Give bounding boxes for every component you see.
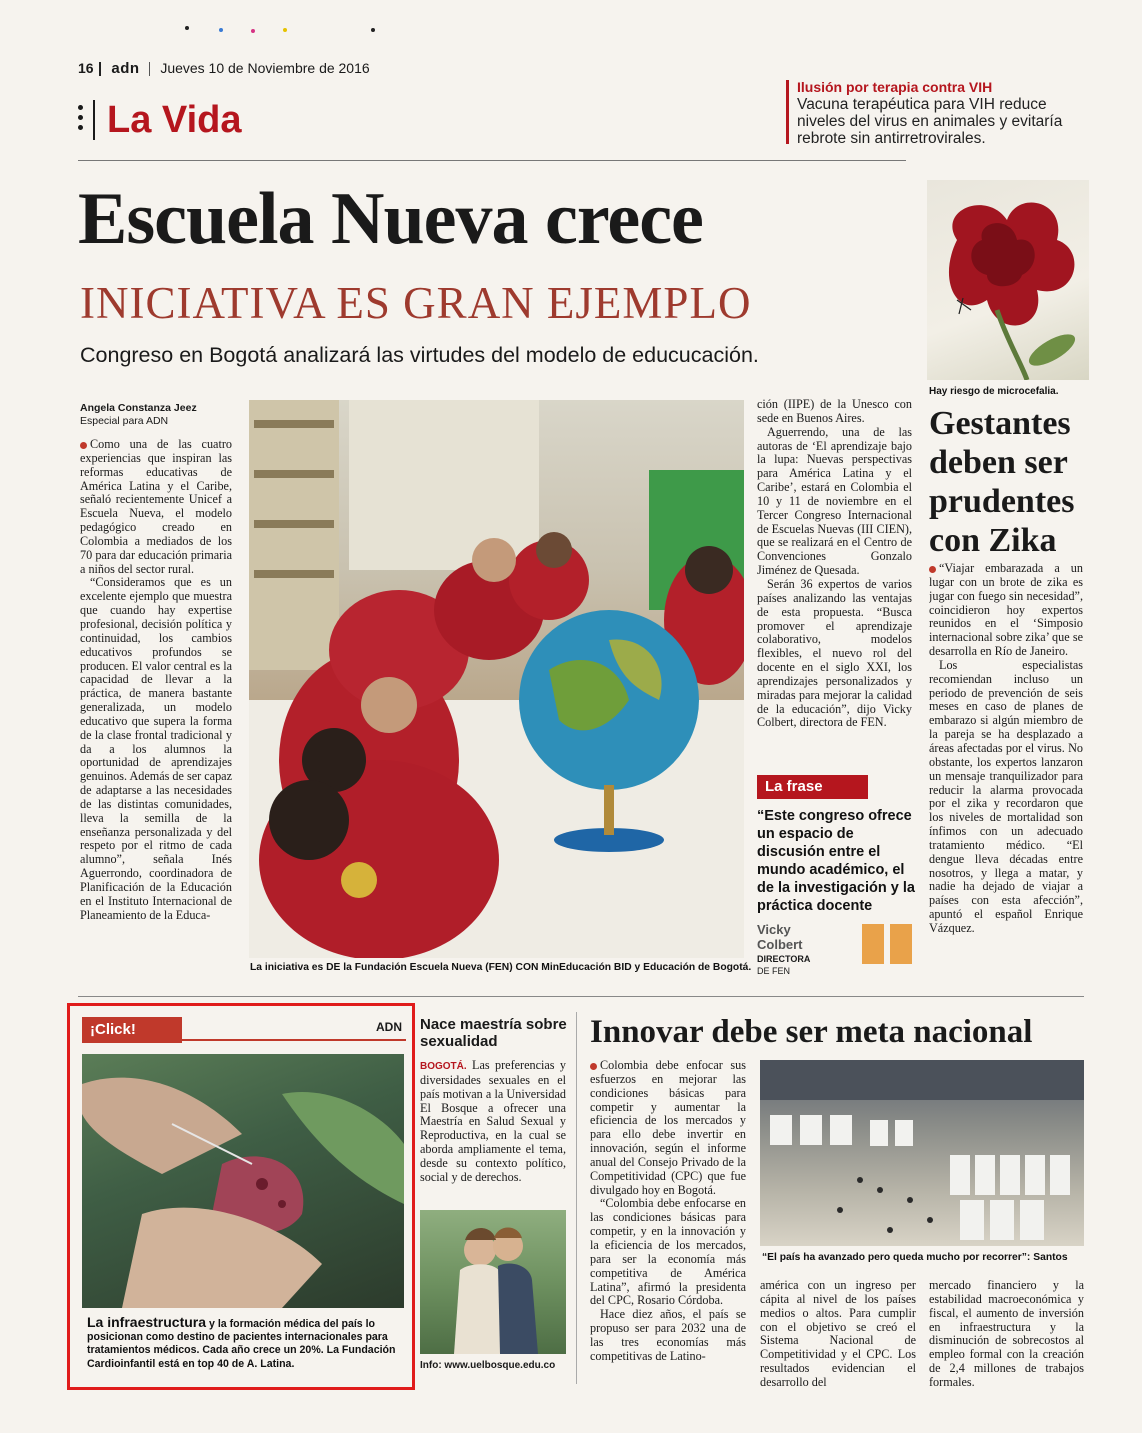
innovar-col3: mercado financiero y la estabilidad macroeconómica y fiscal, el aumento de inversión en infraestructura y la disminución de sobrecostos al empleo formal con la creación de 2,4 millones de trabajos formales. [929, 1279, 1084, 1389]
click-photo-surgery [82, 1054, 404, 1308]
main-photo-classroom [249, 400, 744, 958]
registration-marks [185, 26, 385, 36]
innovar-col2: américa con un ingreso per cápita al nivel de los países medios o altos. Para cumplir con el objetivo se creó el Sistema Nacional de Competitividad y el CPC. Los resultados evidencian el desarrollo del [760, 1279, 916, 1389]
section-marker [78, 103, 84, 139]
click-caption: La infraestructura y la formación médica del país lo posicionan como destino de pacientes internacionales para tratamientos médicos. Cada año crece un 20%. La Fundación Cardioinfantil está en top 40 de A. Latina. [87, 1314, 396, 1370]
zika-photo [927, 180, 1089, 380]
maestria-photo-couple [420, 1210, 566, 1354]
main-photo-caption: La iniciativa es DE la Fundación Escuela Nueva (FEN) CON MinEducación BID y Educación de Bogotá. [250, 962, 752, 973]
teaser-bar [786, 80, 789, 144]
brand-logo: adn [111, 60, 140, 77]
maestria-body: BOGOTÁ. Las preferencias y diversidades sexuales en el país motivan a la Universidad El Bosque a ofrecer una Maestría en Salud Sexual y Reproductiva, en la cual se aborda ampliamente el tema, desde su contexto político, social y de derechos. [420, 1058, 567, 1184]
quote-label: La frase [757, 775, 868, 799]
maestria-info: Info: www.uelbosque.edu.co [420, 1360, 556, 1371]
issue-date: Jueves 10 de Noviembre de 2016 [160, 60, 370, 76]
quote-org: DE FEN [757, 966, 791, 976]
author-role: Especial para ADN [80, 415, 169, 427]
section-title: La Vida [107, 99, 242, 141]
main-article-col1: Como una de las cuatro experiencias que inspiran las reformas educativas de América Latina y el Caribe, señaló recientemente Unicef a Escuela Nueva, el modelo pedagógico creado en Colombia a mediados de los 70 para dar educación primaria a niños del sector rural. “Consideramos que es un excelente ejemplo que muestra que cuando hay expertise profesional, decisión política y continuidad, los cambios educativos profundos se producen. El valor central es la capacidad de llevar a la práctica, de manera bastante generalizada, un modelo educativo que supera la forma de la clase frontal tradicional y da a los alumnos la oportunidad de aprendizajes genuinos. Además de ser capaz de adaptarse a las necesidades de las distintas comunidades, lleva la semilla de la enseñanza personalizada y del respeto por el ritmo de cada alumno”, señala Inés Aguerrondo, coordinadora de Planificación de la Educación en el Instituto Internacional de Planeamiento de la Educa- [80, 438, 232, 922]
page-number: 16 [78, 60, 94, 76]
zika-photo-caption: Hay riesgo de microcefalia. [929, 386, 1059, 397]
author-name: Angela Constanza Jeez [80, 402, 197, 414]
zika-body: “Viajar embarazada a un lugar con un brote de zika es jugar con fuego sin necesidad”, coincidieron hoy expertos reunidos en el ‘Simposio internacional sobre zika’ que se desarrolla en Río de Janeiro. Los especialistas recomiendan incluso un periodo de prevención de seis meses en caso de planes de embarazo si algún miembro de la pareja se ha desplazado a áreas afectadas por el virus. No obstante, los expertos lanzaron un mensaje tranquilizador para reducir la alarma provocada por el zika y recordaron que los niveles de mortalidad son ínfimos con un adecuado tratamiento médico. “El dengue lleva décadas entre nosotros, y llega a matar, y nadie ha dejado de viajar a países con esta afección”, apuntó el español Enrique Vázquez. [929, 562, 1083, 935]
teaser-kicker: Ilusión por terapia contra VIH [797, 79, 993, 95]
quote-role: DIRECTORA [757, 954, 811, 964]
page-header [78, 60, 478, 80]
main-subheadline: INICIATIVA ES GRAN EJEMPLO [80, 278, 752, 328]
zika-headline: Gestantes deben ser prudentes con Zika [929, 405, 1075, 559]
innovar-headline: Innovar debe ser meta nacional [590, 1014, 1033, 1050]
innovar-photo-expo [760, 1060, 1084, 1246]
innovar-col1: Colombia debe enfocar sus esfuerzos en mejorar las condiciones básicas para competir y aumentar la eficiencia de los mercados y para ello debe invertir en innovación, según el informe anual del Consejo Privado de la Competitividad (CPC) que fue divulgado hoy en Bogotá. “Colombia debe enfocarse en las condiciones básicas para competir, y en la innovación y la eficiencia de los mercados, para ser la economía más competitiva de América Latina”, afirmó la presidenta del CPC, Rosario Córdoba. Hace diez años, el país se propuso ser para 2032 una de las tres economías más competitivas de Latino- [590, 1059, 746, 1363]
innovar-photo-caption: “El país ha avanzado pero queda mucho por recorrer”: Santos [762, 1252, 1068, 1263]
click-brand: ADN [376, 1020, 402, 1034]
main-article-col2: ción (IIPE) de la Unesco con sede en Buenos Aires. Aguerrendo, una de las autoras de ‘El aprendizaje bajo la lupa: Nuevas perspectivas para América Latina y el Caribe’, estará en Colombia el 10 y 11 de noviembre en el Tercer Congreso Internacional de Escuelas Nuevas (III CIEN), que se realizará en el Centro de Convenciones Gonzalo Jiménez de Quesada. Serán 36 expertos de varios países analizando las ventajas de esta propuesta. “Busca promover el aprendizaje colaborativo, modelos flexibles, el nuevo rol del docente en el siglo XXI, los aprendizajes personalizados y miradas para mejorar la calidad de la educación”, dijo Vicky Colbert, directora de FEN. [757, 398, 912, 730]
main-deck: Congreso en Bogotá analizará las virtudes del modelo de educucación. [80, 343, 759, 367]
quote-marks-icon [862, 924, 914, 964]
maestria-headline: Nace maestría sobre sexualidad [420, 1016, 567, 1050]
teaser-text: Vacuna terapéutica para VIH reduce niveles del virus en animales y evitaría rebrote sin antirretrovirales. [797, 96, 1063, 147]
quote-speaker: Vicky Colbert [757, 922, 803, 952]
click-label: ¡Click! [82, 1017, 182, 1043]
quote-text: “Este congreso ofrece un espacio de discusión entre el mundo académico, el de la investigación y la práctica docente [757, 808, 915, 914]
main-headline: Escuela Nueva crece [78, 178, 703, 260]
